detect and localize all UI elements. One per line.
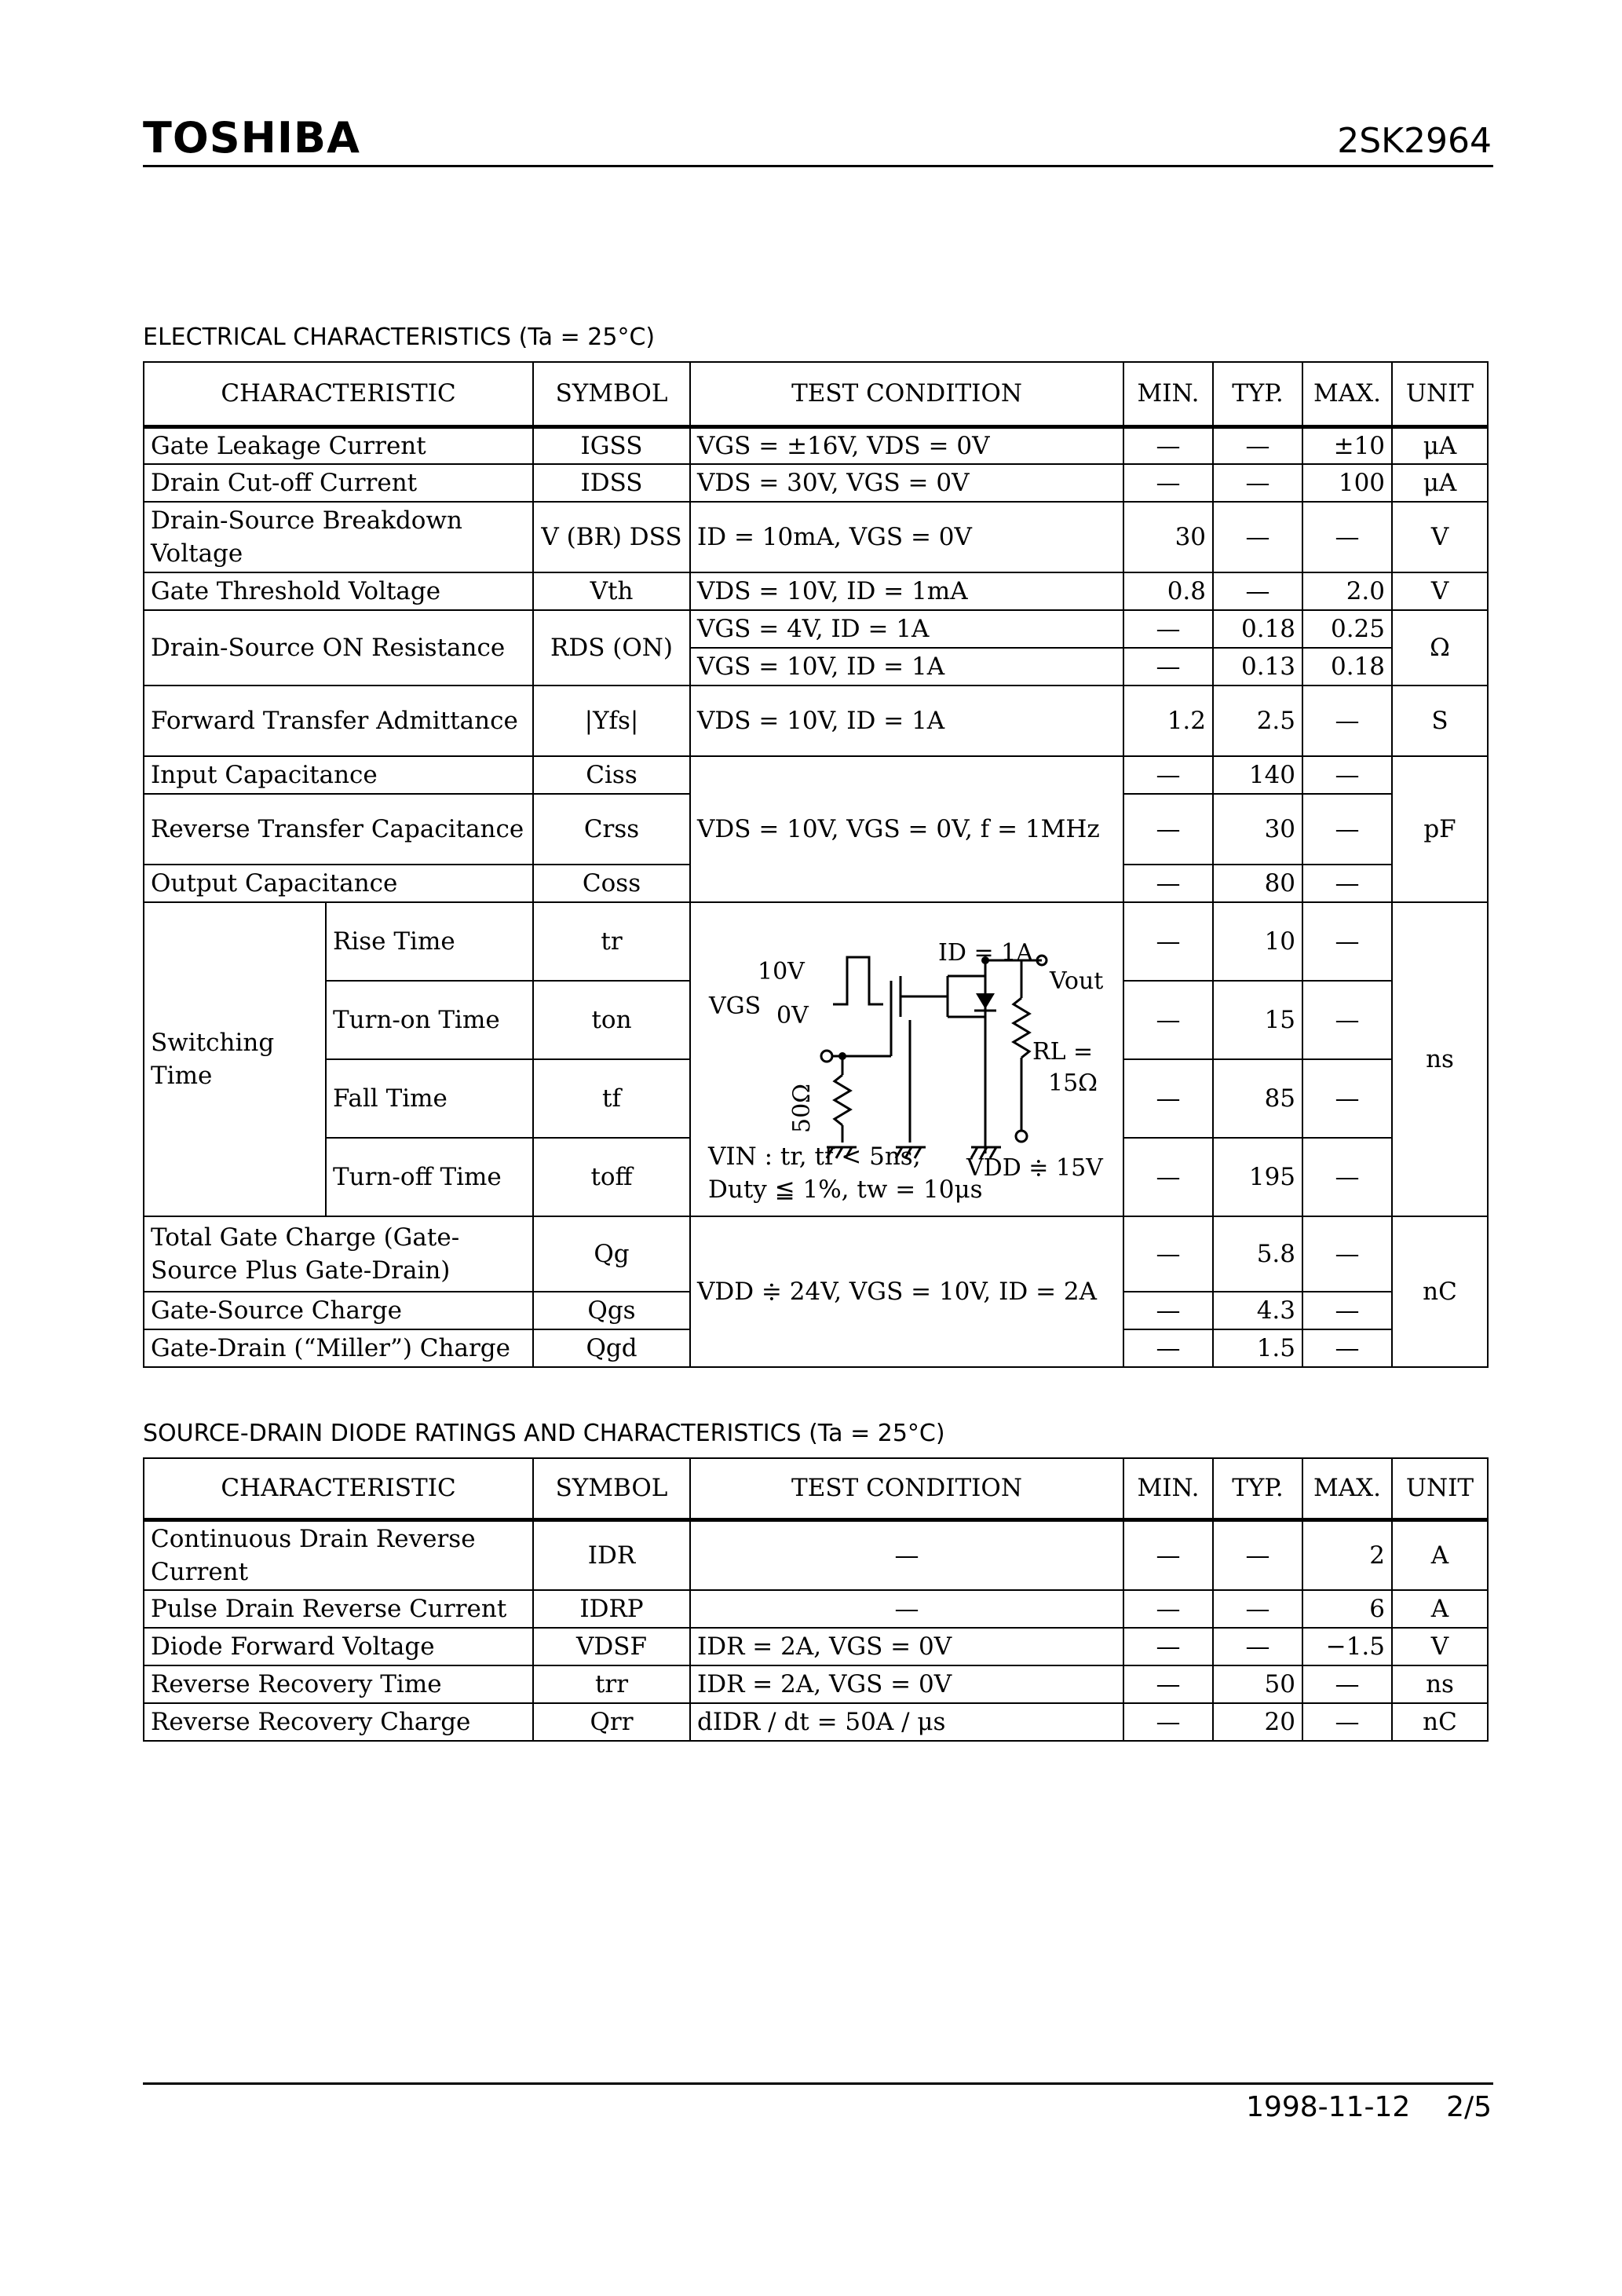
symbol-cell: ton: [533, 981, 690, 1059]
condition-cell: VGS = 10V, ID = 1A: [690, 648, 1123, 686]
circuit-label-0v: 0V: [776, 1002, 809, 1029]
min-cell: 0.8: [1123, 572, 1213, 610]
diode-section-title: SOURCE-DRAIN DIODE RATINGS AND CHARACTERISTICS (Ta = 25°C): [143, 1420, 945, 1447]
max-cell: —: [1302, 1665, 1392, 1703]
typ-cell: 1.5: [1213, 1329, 1302, 1367]
typ-cell: —: [1213, 1590, 1302, 1628]
min-cell: —: [1123, 1329, 1213, 1367]
circuit-label-id: ID = 1A: [938, 941, 1033, 967]
footer-date: 1998-11-12: [1246, 2091, 1411, 2123]
max-cell: —: [1302, 1292, 1392, 1329]
col-header-max: MAX.: [1302, 1458, 1392, 1519]
unit-cell: S: [1392, 686, 1488, 756]
header-rule: [143, 165, 1493, 167]
max-cell: —: [1302, 981, 1392, 1059]
min-cell: —: [1123, 1628, 1213, 1665]
symbol-cell: IDR: [533, 1519, 690, 1590]
table-row: [144, 426, 1488, 464]
max-cell: 100: [1302, 464, 1392, 502]
symbol-cell: Qrr: [533, 1703, 690, 1741]
characteristic-cell: Turn-off Time: [326, 1138, 533, 1216]
unit-cell: Ω: [1392, 610, 1488, 686]
circuit-label-rl: RL =: [1032, 1038, 1094, 1066]
table-row: [144, 686, 1488, 756]
typ-cell: 5.8: [1213, 1216, 1302, 1292]
symbol-cell: IDSS: [533, 464, 690, 502]
characteristic-cell: Gate Threshold Voltage: [144, 572, 533, 610]
max-cell: —: [1302, 1138, 1392, 1216]
min-cell: —: [1123, 1703, 1213, 1741]
min-cell: —: [1123, 1059, 1213, 1138]
min-cell: —: [1123, 1519, 1213, 1590]
circuit-label-rl-value: 15Ω: [1048, 1069, 1098, 1097]
max-cell: —: [1302, 902, 1392, 981]
characteristic-cell: Rise Time: [326, 902, 533, 981]
max-cell: —: [1302, 1703, 1392, 1741]
symbol-cell: IGSS: [533, 426, 690, 464]
characteristic-cell: Pulse Drain Reverse Current: [144, 1590, 533, 1628]
col-header-test-condition: TEST CONDITION: [690, 362, 1123, 426]
condition-cell: VDS = 10V, ID = 1mA: [690, 572, 1123, 610]
unit-cell: μA: [1392, 464, 1488, 502]
circuit-label-10v: 10V: [758, 958, 805, 985]
min-cell: —: [1123, 902, 1213, 981]
condition-cell: —: [690, 1590, 1123, 1628]
characteristic-cell: Forward Transfer Admittance: [144, 686, 533, 756]
unit-cell: ns: [1392, 1665, 1488, 1703]
table-row: [144, 756, 1488, 794]
typ-cell: 30: [1213, 794, 1302, 865]
typ-cell: —: [1213, 464, 1302, 502]
circuit-label-vdd: VDD ≑ 15V: [966, 1154, 1103, 1177]
unit-cell: V: [1392, 502, 1488, 572]
max-cell: —: [1302, 756, 1392, 794]
symbol-cell: |Yfs|: [533, 686, 690, 756]
characteristic-cell: Fall Time: [326, 1059, 533, 1138]
max-cell: 2.0: [1302, 572, 1392, 610]
typ-cell: 0.18: [1213, 610, 1302, 648]
symbol-cell: RDS (ON): [533, 610, 690, 686]
characteristic-cell: Reverse Recovery Time: [144, 1665, 533, 1703]
col-header-typ: TYP.: [1213, 362, 1302, 426]
condition-cell: —: [690, 1519, 1123, 1590]
condition-cell: ID = 10mA, VGS = 0V: [690, 502, 1123, 572]
symbol-cell: Vth: [533, 572, 690, 610]
symbol-cell: IDRP: [533, 1590, 690, 1628]
characteristic-cell: Drain-Source ON Resistance: [144, 610, 533, 686]
col-header-typ: TYP.: [1213, 1458, 1302, 1519]
table-header-row: [144, 362, 1488, 426]
characteristic-cell: Gate Leakage Current: [144, 426, 533, 464]
typ-cell: 140: [1213, 756, 1302, 794]
typ-cell: 0.13: [1213, 648, 1302, 686]
symbol-cell: Crss: [533, 794, 690, 865]
table-header-row: [144, 1458, 1488, 1519]
switching-note-rise-fall: VIN : tr, tf < 5ns,: [708, 1143, 921, 1171]
symbol-cell: toff: [533, 1138, 690, 1216]
typ-cell: 80: [1213, 865, 1302, 902]
footer: [1246, 2090, 1492, 2125]
condition-cell: VDS = 10V, ID = 1A: [690, 686, 1123, 756]
max-cell: 0.18: [1302, 648, 1392, 686]
max-cell: —: [1302, 502, 1392, 572]
typ-cell: —: [1213, 426, 1302, 464]
typ-cell: —: [1213, 1628, 1302, 1665]
table-row: [144, 1665, 1488, 1703]
characteristic-cell: Diode Forward Voltage: [144, 1628, 533, 1665]
symbol-cell: V (BR) DSS: [533, 502, 690, 572]
typ-cell: —: [1213, 1519, 1302, 1590]
col-header-characteristic: CHARACTERISTIC: [144, 362, 533, 426]
symbol-cell: Ciss: [533, 756, 690, 794]
min-cell: —: [1123, 1292, 1213, 1329]
circuit-label-vgs: VGS: [709, 993, 762, 1020]
col-header-unit: UNIT: [1392, 362, 1488, 426]
max-cell: 0.25: [1302, 610, 1392, 648]
col-header-min: MIN.: [1123, 362, 1213, 426]
col-header-symbol: SYMBOL: [533, 362, 690, 426]
col-header-unit: UNIT: [1392, 1458, 1488, 1519]
typ-cell: 20: [1213, 1703, 1302, 1741]
min-cell: —: [1123, 1216, 1213, 1292]
unit-cell: nC: [1392, 1216, 1488, 1367]
condition-cell: VGS = ±16V, VDS = 0V: [690, 426, 1123, 464]
min-cell: —: [1123, 464, 1213, 502]
condition-cell: VDD ≑ 24V, VGS = 10V, ID = 2A: [690, 1216, 1123, 1367]
typ-cell: 195: [1213, 1138, 1302, 1216]
unit-cell: V: [1392, 1628, 1488, 1665]
min-cell: —: [1123, 648, 1213, 686]
characteristic-cell: Reverse Recovery Charge: [144, 1703, 533, 1741]
min-cell: —: [1123, 1590, 1213, 1628]
condition-cell: IDR = 2A, VGS = 0V: [690, 1665, 1123, 1703]
typ-cell: 85: [1213, 1059, 1302, 1138]
max-cell: —: [1302, 1059, 1392, 1138]
table-row: [144, 1703, 1488, 1741]
typ-cell: 4.3: [1213, 1292, 1302, 1329]
condition-cell: IDR = 2A, VGS = 0V: [690, 1628, 1123, 1665]
symbol-cell: tr: [533, 902, 690, 981]
characteristic-cell: Drain-Source Breakdown Voltage: [144, 502, 533, 572]
min-cell: —: [1123, 794, 1213, 865]
min-cell: 1.2: [1123, 686, 1213, 756]
table-row: [144, 464, 1488, 502]
col-header-test-condition: TEST CONDITION: [690, 1458, 1123, 1519]
col-header-min: MIN.: [1123, 1458, 1213, 1519]
max-cell: −1.5: [1302, 1628, 1392, 1665]
table-row: [144, 902, 1488, 981]
max-cell: —: [1302, 686, 1392, 756]
max-cell: ±10: [1302, 426, 1392, 464]
min-cell: —: [1123, 865, 1213, 902]
switching-group-label: Switching Time: [151, 1029, 275, 1090]
table-row: [144, 572, 1488, 610]
max-cell: —: [1302, 1216, 1392, 1292]
min-cell: —: [1123, 610, 1213, 648]
symbol-cell: Qg: [533, 1216, 690, 1292]
max-cell: —: [1302, 1329, 1392, 1367]
symbol-cell: VDSF: [533, 1628, 690, 1665]
symbol-cell: trr: [533, 1665, 690, 1703]
characteristic-cell: Continuous Drain Reverse Current: [144, 1519, 533, 1590]
table-row: [144, 1519, 1488, 1590]
table-row: [144, 1216, 1488, 1292]
symbol-cell: Qgd: [533, 1329, 690, 1367]
characteristic-cell: Drain Cut-off Current: [144, 464, 533, 502]
typ-cell: 50: [1213, 1665, 1302, 1703]
condition-cell: VDS = 30V, VGS = 0V: [690, 464, 1123, 502]
condition-cell: VDS = 10V, VGS = 0V, f = 1MHz: [690, 756, 1123, 902]
unit-cell: nC: [1392, 1703, 1488, 1741]
max-cell: —: [1302, 794, 1392, 865]
typ-cell: 2.5: [1213, 686, 1302, 756]
typ-cell: —: [1213, 572, 1302, 610]
unit-cell: pF: [1392, 756, 1488, 902]
min-cell: —: [1123, 426, 1213, 464]
unit-cell: μA: [1392, 426, 1488, 464]
characteristic-cell: Input Capacitance: [144, 756, 533, 794]
toshiba-logo: TOSHIBA: [143, 113, 360, 163]
min-cell: 30: [1123, 502, 1213, 572]
characteristic-cell: Reverse Transfer Capacitance: [144, 794, 533, 865]
characteristic-cell: Gate-Drain (“Miller”) Charge: [144, 1329, 533, 1367]
diode-ratings-table: [143, 1457, 1489, 1742]
typ-cell: 15: [1213, 981, 1302, 1059]
table-row: [144, 610, 1488, 648]
switching-note-duty: Duty ≦ 1%, tw = 10μs: [708, 1175, 983, 1204]
condition-cell: VGS = 4V, ID = 1A: [690, 610, 1123, 648]
characteristic-cell: Turn-on Time: [326, 981, 533, 1059]
min-cell: —: [1123, 756, 1213, 794]
condition-cell: dIDR / dt = 50A / μs: [690, 1703, 1123, 1741]
switching-group-cell: [144, 902, 326, 1216]
typ-cell: 10: [1213, 902, 1302, 981]
min-cell: —: [1123, 1138, 1213, 1216]
table-row: [144, 1590, 1488, 1628]
circuit-label-50-ohm: 50Ω: [788, 1083, 816, 1133]
col-header-symbol: SYMBOL: [533, 1458, 690, 1519]
min-cell: —: [1123, 981, 1213, 1059]
col-header-max: MAX.: [1302, 362, 1392, 426]
electrical-section-title: ELECTRICAL CHARACTERISTICS (Ta = 25°C): [143, 324, 656, 351]
max-cell: 2: [1302, 1519, 1392, 1590]
typ-cell: —: [1213, 502, 1302, 572]
symbol-cell: tf: [533, 1059, 690, 1138]
unit-cell: A: [1392, 1590, 1488, 1628]
table-row: [144, 1628, 1488, 1665]
symbol-cell: Qgs: [533, 1292, 690, 1329]
unit-cell: V: [1392, 572, 1488, 610]
characteristic-cell: Total Gate Charge (Gate-Source Plus Gate-Drain): [144, 1216, 533, 1292]
col-header-characteristic: CHARACTERISTIC: [144, 1458, 533, 1519]
max-cell: —: [1302, 865, 1392, 902]
unit-cell: ns: [1392, 902, 1488, 1216]
symbol-cell: Coss: [533, 865, 690, 902]
unit-cell: A: [1392, 1519, 1488, 1590]
circuit-label-vout: Vout: [1050, 967, 1104, 995]
footer-rule: [143, 2082, 1493, 2085]
switching-notes: [708, 1140, 1124, 1206]
part-number: 2SK2964: [1337, 121, 1492, 161]
characteristic-cell: Output Capacitance: [144, 865, 533, 902]
electrical-characteristics-table: [143, 361, 1489, 1368]
footer-page-number: 2/5: [1446, 2091, 1492, 2123]
max-cell: 6: [1302, 1590, 1392, 1628]
characteristic-cell: Gate-Source Charge: [144, 1292, 533, 1329]
table-row: [144, 502, 1488, 572]
min-cell: —: [1123, 1665, 1213, 1703]
